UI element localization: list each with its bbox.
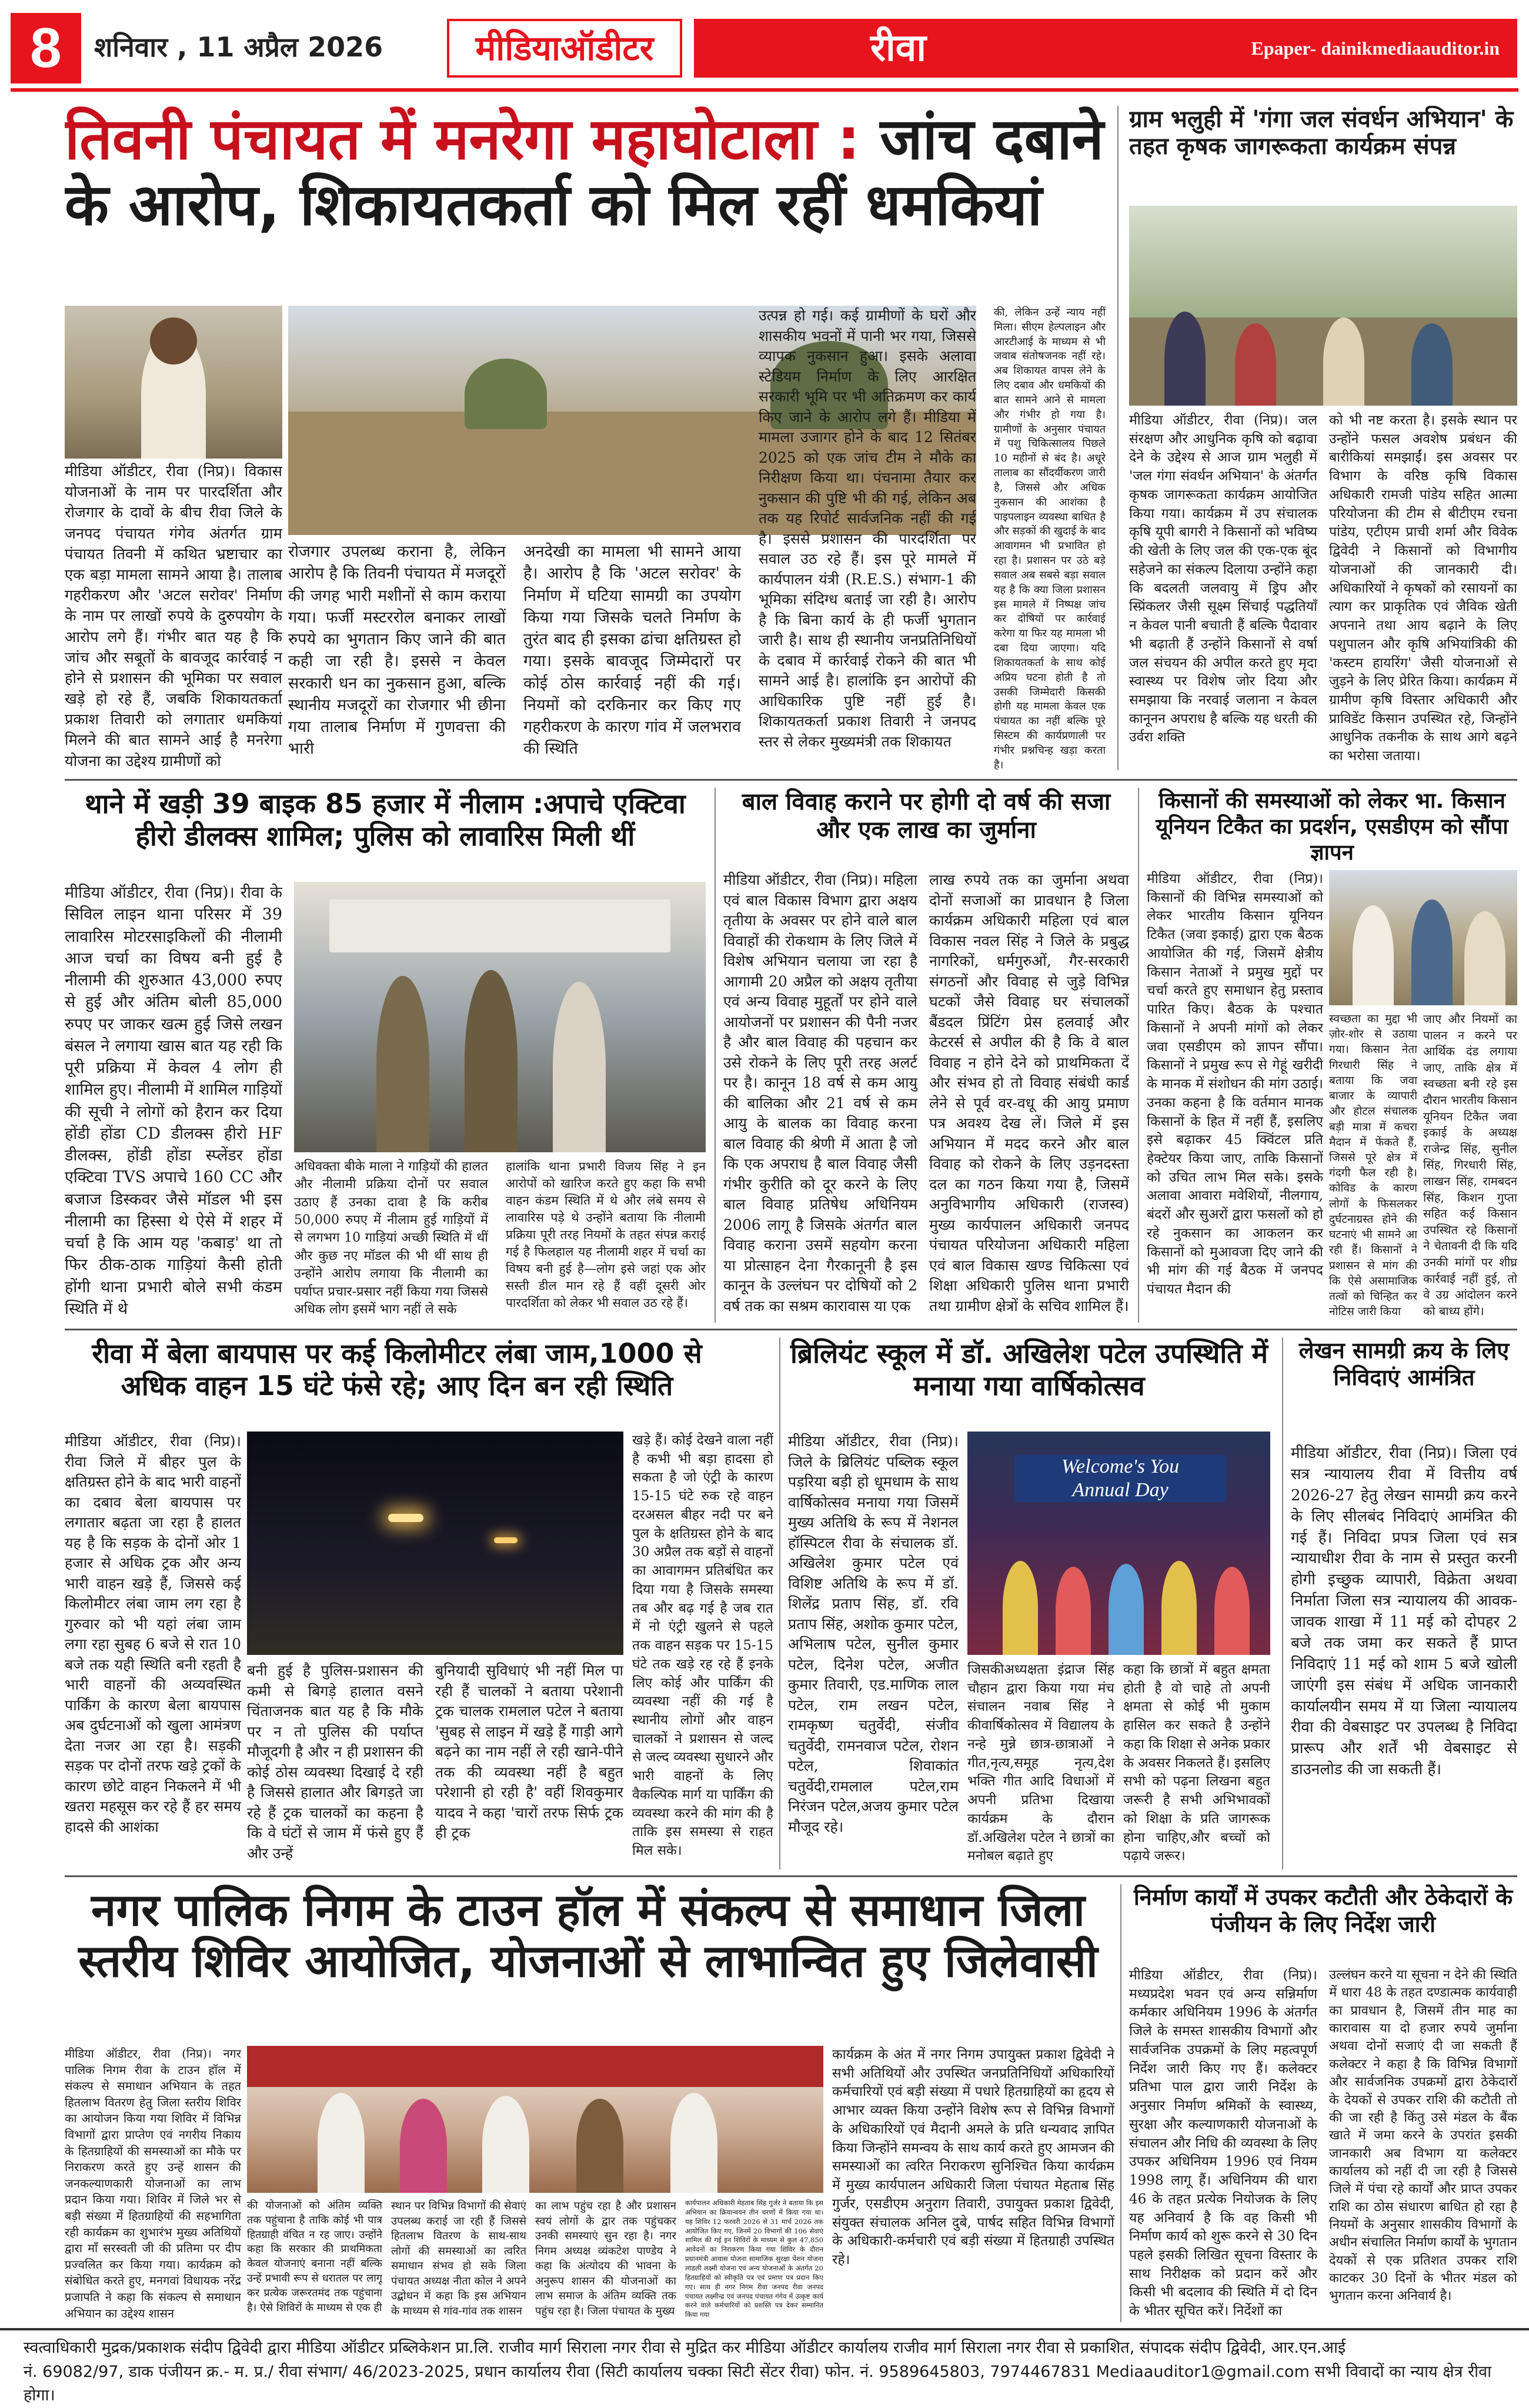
section-rule: [65, 1329, 1517, 1330]
lead-col-1: मीडिया ऑडीटर, रीवा (निप्र)। विकास योजनाओं के नाम पर पारदर्शिता और रोजगार के दावों के बीच रीवा जिले के जनपद पंचायत गंगेव अंतर्गत ग्राम पंचायत तिवनी में कथित भ्रष्टाचार का एक बड़ा मामला सामने आया है। तालाब गहरीकरण और 'अटल सरोवर' निर्माण के नाम पर लाखों रुपये के दुरुपयोग के आरोप लगे हैं। गंभीर बात यह है कि जांच और सबूतों के बावजूद कार्रवाई न होने से प्रशासन की भूमिका पर सवाल खड़े हो रहे हैं, जबकि शिकायतकर्ता प्रकाश तिवारी को लगातार धमकियां मिलने की बात सामने आई है मनरेगा योजना का उद्देश्य ग्रामीणों को: [65, 463, 282, 770]
kisan-col-1: मीडिया ऑडीटर, रीवा (निप्र)। किसानों की विभिन्न समस्याओं को लेकर भारतीय किसान यूनियन टिकैत (जवा इकाई) द्वारा एक बैठक आयोजित की गई, जिसमें क्षेत्रीय किसान नेताओं ने प्रमुख मुद्दों पर चर्चा करते हुए समाधान हेतु प्रस्ताव पारित किए। बैठक के पश्चात किसानों ने अपनी मांगों को लेकर जवा एसडीएम को ज्ञापन सौंपा। किसानों ने प्रमुख रूप से गेहूं खरीदी के मानक में संशोधन की मांग उठाई। उनका कहना है कि वर्तमान मानक किसानों के हित में नहीं हैं, इसलिए इसे बढ़ाकर 45 क्विंटल प्रति हेक्टेयर किया जाए, ताकि किसानों को उचित लाभ मिल सके। इसके अलावा आवारा मवेशियों, नीलगाय, बंदरों और सुअरों द्वारा फसलों को हो रहे नुकसान का आकलन कर किसानों को मुआवजा दिए जाने की भी मांग की गई बैठक में जनपद पंचायत मैदान की: [1147, 871, 1323, 1297]
neelami-col-2: अधिवक्ता बीके माला ने गाड़ियों की हालत और नीलामी प्रक्रिया दोनों पर सवाल उठाए हैं उनका दावा है कि करीब 50,000 रुपए में नीलाम हुई गाड़ियों में से लगभग 10 गाड़ियां अच्छी स्थिति में थीं और कुछ नए मॉडल की भी थीं साथ ही उन्होंने आरोप लगाया कि नीलामी का पर्याप्त प्रचार-प्रसार नहीं किया गया जिससे अधिक लोग इसमें भाग नहीं ले सके: [294, 1159, 488, 1317]
header-rule: [11, 88, 1518, 92]
column-divider: [779, 1337, 780, 1869]
traffic-jam-night-photo: [247, 1432, 623, 1655]
townhall-col-4: का लाभ पहुंच रहा है और प्रशासन स्वयं लोगों के द्वार तक पहुंचकर उनकी समस्याएं सुन रहा है। नगर निगम अध्यक्ष व्यंकटेश पाण्डेय ने कहा कि अंत्योदय की भावना के अनुरूप शासन की योजनाओं का लाभ समाज के अंतिम व्यक्ति तक पहुंच रहा है। जिला पंचायत के मुख्य: [535, 2200, 676, 2317]
krishak-event-photo: [1129, 206, 1517, 406]
townhall-col-1: मीडिया ऑडीटर, रीवा (निप्र)। नगर पालिक निगम रीवा के टाउन हॉल में संकल्प से समाधान अभियान के तहत हितलाभ वितरण हेतु जिला स्तरीय शिविर का आयोजन किया गया शिविर में विभिन्न विभागों द्वारा प्राप्तेण एवं नगरीय निकाय के हितग्राहियों की समस्याओं का मौके पर निराकरण करते हुए उन्हें शासन की जनकल्याणकारी योजनाओं का लाभ प्रदान किया गया। शिविर में जिले भर से बड़ी संख्या में हितग्राहियों की सहभागिता रही कार्यक्रम का शुभारंभ मुख्य अतिथियों द्वारा माँ सरस्वती जी की प्रतिमा पर दीप प्रज्वलित कर किया गया। कार्यक्रम को संबोधित करते हुए, मनगवां विधायक नरेंद्र प्रजापति ने कहा कि संकल्प से समाधान अभियान का उद्देश्य शासन: [65, 2046, 241, 2320]
ukar-col-1: मीडिया ऑडीटर, रीवा (निप्र)। मध्यप्रदेश भवन एवं अन्य सन्निर्माण कर्मकार अधिनियम 1996 के अंतर्गत जिले के समस्त शासकीय विभागों और सार्वजनिक उपक्रमों के लिए महत्वपूर्ण निर्देश जारी किए गए हैं। कलेक्टर प्रतिभा पाल द्वारा जारी निर्देश के अनुसार निर्माण श्रमिकों के स्वास्थ्य, सुरक्षा और कल्याणकारी योजनाओं के संचालन और निधि की व्यवस्था के लिए उपकर अधिनियम 1996 एवं नियम 1998 लागू हैं। अधिनियम की धारा 46 के तहत प्रत्येक नियोजक के लिए यह अनिवार्य है कि वह किसी भी निर्माण कार्य को शुरू करने से 30 दिन पहले इसकी लिखित सूचना विस्तार के साथ निरीक्षक को प्रदान करें और किसी भी बदलाव की स्थिति में दो दिन के भीतर सूचित करें। निर्देशों का: [1129, 1968, 1317, 2319]
lead-col-5: की, लेकिन उन्हें न्याय नहीं मिला। सीएम हेल्पलाइन और आरटीआई के माध्यम से भी जवाब संतोषजनक नहीं रहे। अब शिकायत वापस लेने के लिए दबाव और धमकियों की बात सामने आने से मामला और गंभीर हो गया है। ग्रामीणों के अनुसार पंचायत में पशु चिकित्सालय पिछले 10 महीनों से बंद है। अधूरे तालाब का सौंदर्यीकरण जारी है, जिससे और अधिक नुकसान की आशंका है पाइपलाइन व्यवस्था बाधित है और सड़कों की खुदाई के बाद आवागमन भी प्रभावित हो रहा है। प्रशासन पर उठे बड़े सवाल अब सबसे बड़ा सवाल यह है कि क्या जिला प्रशासन इस मामले में निष्पक्ष जांच कर दोषियों पर कार्रवाई करेगा या फिर यह मामला भी दबा दिया जाएगा। यदि शिकायतकर्ता के साथ कोई अप्रिय घटना होती है तो उसकी जिम्मेदारी किसकी होगी यह मामला केवल एक पंचायत का नहीं बल्कि पूरे सिस्टम की कार्यप्रणाली पर गंभीर प्रश्नचिन्ह खड़ा करता है।: [994, 306, 1106, 771]
krishak-headline: ग्राम भलुही में 'गंगा जल संवर्धन अभियान' के तहत कृषक जागरूकता कार्यक्रम संपन्न: [1129, 106, 1514, 160]
column-divider: [1120, 1884, 1121, 2322]
balvivah-col-1: मीडिया ऑडीटर, रीवा (निप्र)। महिला एवं बाल विकास विभाग द्वारा अक्षय तृतीया के अवसर पर होने वाले बाल विवाहों की रोकथाम के लिए जिले में विशेष अभियान चलाया जा रहा है आगामी 20 अप्रैल को अक्षय तृतीया एवं अन्य विवाह मुहूर्तों पर होने वाले आयोजनों पर प्रशासन की पैनी नजर है और बाल विवाह की पहचान कर उसे रोकने के लिए पूरी तरह अलर्ट पर है। कानून 18 वर्ष से कम आयु की बालिका और 21 वर्ष से कम आयु के बालक का विवाह करना बाल विवाह की श्रेणी में आता है जो कि एक अपराध है बाल विवाह जैसी गंभीर कुरीति को दूर करने के लिए बाल विवाह प्रतिषेध अधिनियम 2006 लागू है जिसके अंतर्गत बाल विवाह कराना उसमें सहयोग करना या प्रोत्साहन देना गैरकानूनी है इस कानून के उल्लंघन पर दोषियों को 2 वर्ष तक का सश्रम कारावास या एक: [723, 871, 917, 1315]
city-name: रीवा: [870, 26, 926, 70]
complainant-photo: [65, 306, 282, 459]
krishak-col-1: मीडिया ऑडीटर, रीवा (निप्र)। जल संरक्षण और आधुनिक कृषि को बढ़ावा देने के उद्देश्य से आज ग्राम भलुही में 'जल गंगा संवर्धन अभियान' के अंतर्गत कृषक जागरूकता कार्यक्रम आयोजित किया गया। कार्यक्रम में उप संचालक कृषि यूपी बागरी ने किसानों को भविष्य की खेती के लिए जल की एक-एक बूंद सहेजने का संकल्प दिलाया उन्होंने कहा कि बदलती जलवायु में ड्रिप और स्प्रिंकलर जैसी सूक्ष्म सिंचाई पद्धतियाँ न केवल पानी बचाती हैं बल्कि पैदावार भी बढ़ाती हैं उन्होंने किसानों से वर्षा जल संचयन की अपील करते हुए मृदा स्वास्थ्य पर विशेष जोर दिया और समझाया कि नरवाई जलाना न केवल कानूनन अपराध है बल्कि यह धरती की उर्वरा शक्ति: [1129, 413, 1317, 745]
jam-col-3: बुनियादी सुविधाएं भी नहीं मिल पा रही हैं चालकों ने बताया परेशानी ट्रक चालक रामलाल पटेल ने बताया 'सुबह से लाइन में खड़े हैं गाड़ी आगे बढ़ने का नाम नहीं ले रही खाने-पीने तक की व्यवस्था नहीं है बहुत परेशानी हो रही है' वहीं शिवकुमार यादव ने कहा 'चारों तरफ सिर्फ ट्रक ही ट्रक: [435, 1662, 623, 1841]
jam-col-4: खड़े हैं। कोई देखने वाला नहीं है कभी भी बड़ा हादसा हो सकता है जो एंट्री के कारण 15-15 घंटे रुक रहे वाहन दरअसल बीहर नदी पर बने पुल के क्षतिग्रस्त होने के बाद 30 अप्रैल तक बड़ों से वाहनों का आवागमन प्रतिबंधित कर दिया गया है जिसके समस्या तब और बढ़ गई है जब रात में नो एंट्री खुलने से पहले तक वाहन सड़क पर 15-15 घंटे तक खड़े रह रहे हैं इनके लिए कोई और पार्किंग की व्यवस्था नहीं की गई है स्थानीय लोगों और वाहन चालकों ने प्रशासन से जल्द से जल्द व्यवस्था सुधारने और भारी वाहनों के लिए वैकल्पिक मार्ग या पार्किंग की व्यवस्था करने की मांग की है ताकि इस समस्या से राहत मिल सके।: [632, 1433, 773, 1859]
lead-col-3: अनदेखी का मामला भी सामने आया है। आरोप है कि 'अटल सरोवर' के निर्माण में घटिया सामग्री का उपयोग किया गया जिसके चलते निर्माण के तुरंत बाद ही इसका ढांचा क्षतिग्रस्त हो गया। इसके बावजूद जिम्मेदारों पर कोई ठोस कार्रवाई नहीं की गई। नियमों को दरकिनार कर किए गए गहरीकरण के कारण गांव में जलभराव की स्थिति: [523, 543, 741, 758]
column-divider: [715, 788, 716, 1323]
townhall-col-3: स्थान पर विभिन्न विभागों की सेवाएं उपलब्ध कराई जा रही हैं जिससे हितलाभ वितरण के साथ-साथ लोगों की समस्याओं का त्वरित समाधान संभव हो सके जिला पंचायत अध्यक्ष नीता कोल ने अपने उद्बोधन में कहा कि इस अभियान के माध्यम से गांव-गांव तक शासन: [391, 2200, 526, 2317]
townhall-headline: नगर पालिक निगम के टाउन हॉल में संकल्प से समाधान जिला स्तरीय शिविर आयोजित, योजनाओं से लाभान्वित हुए जिलेवासी: [78, 1884, 1098, 1988]
townhall-col-6: कार्यक्रम के अंत में नगर निगम उपायुक्त प्रकाश द्विवेदी ने सभी अतिथियों और उपस्थित जनप्रतिनिधियों अधिकारियों कर्मचारियों एवं बड़ी संख्या में पधारे हितग्राहियों का हृदय से आभार व्यक्त किया उन्होंने विशेष रूप से विभिन्न विभागों के अधिकारियों एवं मैदानी अमले के प्रति धन्यवाद ज्ञापित किया जिन्होंने समन्वय के साथ कार्य करते हुए आमजन की समस्याओं का त्वरित निराकरण सुनिश्चित किया कार्यक्रम में मुख्य कार्यपालन अधिकारी जिला पंचायत मेहताब सिंह गुर्जर, एसडीएम अनुराग तिवारी, उपायुक्त प्रकाश द्विवेदी, संयुक्त संचालक अनिल दुबे, पार्षद सहित विभिन्न विभागों के अधिकारी-कर्मचारी एवं बड़ी संख्या में हितग्राही उपस्थित रहे।: [832, 2047, 1114, 2268]
ukar-col-2: उल्लंघन करने या सूचना न देने की स्थिति में धारा 48 के तहत दण्डात्मक कार्यवाही का प्रावधान है, जिसमें तीन माह का कारावास या दो हजार रुपये जुर्माना अथवा दोनों सजाएं दी जा सकती हैं कलेक्टर ने कहा है कि विभिन्न विभागों और सार्वजनिक उपक्रमों द्वारा ठेकेदारों के देयकों से उपकर राशि की कटौती तो की जा रही है किंतु उसे मंडल के बैंक खाते में जमा करने के उपरांत इसकी जानकारी अब विभाग या कलेक्टर कार्यालय को नहीं दी जा रही है जिससे जिले में पंचा रहे कार्यों और प्राप्त उपकर राशि का ठोस संधारण बाधित हो रहा है नियमों के अनुसार शासकीय विभागों के अधीन संचालित निर्माण कार्यों के भुगतान देयकों से एक प्रतिशत उपकर राशि काटकर 30 दिनों के भीतर मंडल को भुगतान करना अनिवार्य है।: [1329, 1968, 1517, 2304]
ukar-headline: निर्माण कार्यों में उपकर कटौती और ठेकेदारों के पंजीयन के लिए निर्देश जारी: [1133, 1884, 1513, 1937]
school-col-2: जिसकीअध्यक्षता इंद्राज सिंह चौहान द्वारा किया गया मंच संचालन नवाब सिंह ने कीवार्षिकोत्सव में विद्यालय के नन्हे मुन्ने छात्र-छात्राओं ने गीत,नृत्य,समूह नृत्य,देश भक्ति गीत आदि विधाओं में अपनी प्रतिभा दिखाया कार्यक्रम के दौरान डॉ.अखिलेश पटेल ने छात्रों का मनोबल बढ़ाते हुए: [967, 1662, 1114, 1864]
school-col-1: मीडिया ऑडीटर, रीवा (निप्र)। जिले के ब्रिलियंट पब्लिक स्कूल पड़रिया बड़ी हो धूमधाम के साथ वार्षिकोत्सव मनाया गया जिसमें मुख्य अतिथि के रूप में नेशनल हॉस्पिटल रीवा के संचालक डॉ. अखिलेश कुमार पटेल एवं विशिष्ट अतिथि के रूप में डॉ. शिलेंद्र प्रताप सिंह, डॉ. रवि प्रताप सिंह, अशोक कुमार पटेल, अभिलाष पटेल, सुनील कुमार पटेल, दिनेश पटेल, अजीत कुमार तिवारी, एड.माणिक लाल पटेल, राम लखन पटेल, रामकृष्ण चतुर्वेदी, संजीव चतुर्वेदी, रामनवाज पटेल, रोशन पटेल, शिवाकांत चतुर्वेदी,रामलाल पटेल,राम निरंजन पटेल,अजय कुमार पटेल मौजूद रहे।: [788, 1433, 959, 1835]
neelami-col-1: मीडिया ऑडीटर, रीवा (निप्र)। रीवा के सिविल लाइन थाना परिसर में 39 लावारिस मोटरसाइकिलों की नीलामी आज चर्चा का विषय बनी हुई है नीलामी की शुरुआत 43,000 रुपए से हुई और अंतिम बोली 85,000 रुपए पर जाकर खत्म हुई जिसे लखन बंसल ने लगाया खास बात यह रही कि पूरी प्रक्रिया में केवल 4 लोग ही शामिल हुए। नीलामी में शामिल गाड़ियों की सूची ने लोगों को हैरान कर दिया होंडी होंडा CD डीलक्स हीरो HF डीलक्स, होंडी होंडा स्प्लेंडर होंडा एक्टिवा TVS अपाचे 160 CC और बजाज डिस्कवर जैसे मॉडल भी इस नीलामी का हिस्सा थे ऐसे में शहर में चर्चा है कि आम यह 'कबाड़' था तो फिर ठीक-ठाक गाड़ियां कैसी होती होंगी थाना प्रभारी बोले सभी कंडम स्थिति में थे: [65, 884, 282, 1318]
stage-banner-line1: Welcome's You: [1061, 1456, 1180, 1477]
section-rule: [65, 779, 1517, 781]
school-headline: ब्रिलियंट स्कूल में डॉ. अखिलेश पटेल उपस्थिति में मनाया गया वार्षिकोत्सव: [790, 1337, 1268, 1402]
lead-headline-red: तिवनी पंचायत में मनरेगा महाघोटाला :: [65, 106, 860, 172]
police-auction-photo: [294, 882, 706, 1152]
masthead: [0, 0, 1529, 94]
lead-col-4: उत्पन्न हो गई। कई ग्रामीणों के घरों और शासकीय भवनों में पानी भर गया, जिससे व्यापक नुकसान हुआ। इसके अलावा स्टेडियम निर्माण के लिए आरक्षित सरकारी भूमि पर भी अतिक्रमण कर कार्य किए जाने के आरोप लगे हैं। मीडिया में मामला उजागर होने के बाद 12 सितंबर 2025 को एक जांच टीम ने मौके का निरीक्षण किया था। पंचनामा तैयार कर नुकसान की पुष्टि भी की गई, लेकिन अब तक यह रिपोर्ट सार्वजनिक नहीं की गई है। इससे प्रशासन की पारदर्शिता पर सवाल उठ रहे हैं। इस पूरे मामले में कार्यपालन यंत्री (R.E.S.) संभाग-1 की भूमिका संदिग्ध बताई जा रही है। आरोप है कि बिना कार्य के ही फर्जी भुगतान जारी है। साथ ही स्थानीय जनप्रतिनिधियों के दबाव में कार्रवाई रोकने की बात भी सामने आई है। हालांकि इन आरोपों की आधिकारिक पुष्टि नहीं हुई है। शिकायतकर्ता प्रकाश तिवारी ने जनपद स्तर से लेकर मुख्यमंत्री तक शिकायत: [759, 307, 976, 750]
townhall-col-5: कार्यपालन अधिकारी मेहताब सिंह गुर्जर ने बताया कि इस अभियान का क्रियान्वयन तीन चरणों में किया गया था। यह शिविर 12 फरवरी 2026 से 31 मार्च 2026 तक आयोजित किए गए, जिनमें 20 विभागों की 106 सेवाएं शामिल की गई इन शिविरों के माध्यम से कुल 47,850 आवेदनों का निराकरण किया गया शिविर के दौरान प्रधानमंत्री आवास योजना सामाजिक सुरक्षा पेंशन योजना लाडली लक्ष्मी योजना एवं अन्य योजनाओं के अंतर्गत 20 हितग्राहियों को स्वीकृति पत्र एवं प्रमाण पत्र प्रदान किए गए। साथ ही नगर निगम रीवा जनपद रीवा जनपद पंचायत लक्ष्मीन्द्र एवं जनपद पंचायत गंगेव में उत्कृष्ट कार्य करने वाले कर्मचारियों को प्रशस्ति पत्र देकर सम्मानित किया गया: [685, 2199, 823, 2319]
lead-headline: [65, 106, 1106, 270]
school-col-3: कहा कि छात्रों में बहुत क्षमता होती है वो चाहे तो अपनी क्षमता से कोई भी मुकाम हासिल कर सकते है उन्होंने कहा कि शिक्षा से अनेक प्रकार के अवसर निकलते हैं। इसलिए सभी को पढ़ना लिखना बहुत जरूरी है सभी अभिभावकों को शिक्षा के प्रति जागरूक होना चाहिए,और बच्चों को पढ़ाये जरूर।: [1123, 1662, 1270, 1864]
stage-banner: [1014, 1455, 1226, 1502]
jam-headline: रीवा में बेला बायपास पर कई किलोमीटर लंबा जाम,1000 से अधिक वाहन 15 घंटे फंसे रहे; आए दिन बन रही स्थिति: [92, 1337, 702, 1402]
city-banner: [694, 19, 1517, 78]
jam-col-1: मीडिया ऑडीटर, रीवा (निप्र)। रीवा जिले में बीहर पुल के क्षतिग्रस्त होने के बाद भारी वाहनों का दबाव बेला बायपास पर लगातार बढ़ता जा रहा है हालत यह है कि सड़क के दोनों ओर 1 हजार से अधिक ट्रक और अन्य भारी वाहन खड़े हैं, जिससे कई किलोमीटर लंबा जाम लग रहा है गुरुवार को भी यहां लंबा जाम लगा रहा सुबह 6 बजे से रात 10 बजे तक यही स्थिति बनी रहती है भारी वाहनों की अव्यवस्थित पार्किंग के कारण बेला बायपास अब दुर्घटनाओं को खुला आमंत्रण देता नजर आ रहा है। सड़की सड़क पर दोनों तरफ खड़े ट्रकों के कारण छोटे वाहन निकलने में भी खतरा महसूस कर रहे हैं हर समय हादसे की आशंका: [65, 1433, 241, 1835]
neelami-col-3: हालांकि थाना प्रभारी विजय सिंह ने इन आरोपों को खारिज करते हुए कहा कि सभी वाहन कंडम स्थिति में थे और लंबे समय से लावारिस पड़े थे उन्होंने बताया कि नीलामी प्रक्रिया पूरी तरह नियमों के तहत संपन्न कराई गई है फिलहाल यह नीलामी शहर में चर्चा का विषय बनी हुई है—लोग इसे जहां एक ओर सस्ती डील मान रहे हैं वहीं दूसरी ओर पारदर्शिता को लेकर भी सवाल उठ रहे हैं।: [506, 1159, 706, 1310]
townhall-col-2: की योजनाओं को अंतिम व्यक्ति तक पहुंचाना है ताकि कोई भी पात्र हितग्राही वंचित न रह जाए। उन्होंने कहा कि सरकार की प्राथमिकता केवल योजनाएं बनाना नहीं बल्कि उन्हें प्रभावी रूप से धरातल पर लागू कर प्रत्येक जरूरतमंद तक पहुंचाना है। ऐसे शिविरों के माध्यम से एक ही: [247, 2199, 382, 2314]
brand-logo: मीडियाऑडीटर: [447, 19, 682, 78]
balvivah-headline: बाल विवाह कराने पर होगी दो वर्ष की सजा और एक लाख का जुर्माना: [742, 788, 1111, 844]
neelami-headline: थाने में खड़ी 39 बाइक 85 हजार में नीलाम :अपाचे एक्टिवा हीरो डीलक्स शामिल; पुलिस को लावारिस मिली थीं: [85, 788, 686, 852]
epaper-link[interactable]: Epaper- dainikmediaauditor.in: [1251, 38, 1500, 59]
column-divider: [1138, 788, 1139, 1323]
jam-col-2: बनी हुई है पुलिस-प्रशासन की कमी से बिगड़े हालात वसने चिंताजनक बात यह है कि मौके पर न तो पुलिस की पर्याप्त मौजूदगी है और न ही प्रशासन की कोई ठोस व्यवस्था दिखाई दे रही है जिससे हालात और बिगड़ते जा रहे हैं ट्रक चालकों का कहना है कि वे घंटों से जाम में फंसे हुए हैं और उन्हें: [247, 1662, 423, 1862]
krishak-col-2: को भी नष्ट करता है। इसके स्थान पर उन्होंने फसल अवशेष प्रबंधन की बारीकियां समझाईं। इस अवसर पर विभाग के वरिष्ठ कृषि विकास अधिकारी रामजी पांडेय सहित आत्मा परियोजना की टीम से बीटीएम रचना पांडेय, एटीएम प्राची शर्मा और विवेक द्विवेदी ने किसानों को विभागीय योजनाओं की जानकारी दी। अधिकारियों ने कृषकों को रसायनों का त्याग कर प्राकृतिक एवं जैविक खेती अपनाने तथा आय बढ़ाने के लिए पशुपालन और कृषि अभियांत्रिकी की 'कस्टम हायरिंग' जैसी योजनाओं से जुड़ने के लिए प्रेरित किया। कार्यक्रम में ग्रामीण कृषि विस्तार अधिकारी और प्राविडेंट किसान उपस्थित रहे, जिन्होंने आधुनिक तकनीक के साथ आगे बढ़ने का भरोसा जताया।: [1329, 413, 1517, 764]
page-number: 8: [11, 13, 81, 83]
kisan-col-3: जाए और नियमों का पालन न करने पर आर्थिक दंड लगाया जाए, ताकि क्षेत्र में स्वच्छता बनी रहे इस दौरान भारतीय किसान यूनियन टिकैत जवा इकाई के अध्यक्ष राजेन्द्र सिंह, सुनील सिंह, गिरधारी सिंह, लाखन सिंह, रामबदन सिंह, किशन गुप्ता सहित कई किसान उपस्थित रहे किसानों ने चेतावनी दी कि यदि उनकी मांगों पर शीघ्र कार्रवाई नहीं हुई, तो वे उग्र आंदोलन करने को बाध्य होंगे।: [1423, 1012, 1517, 1318]
lekhan-headline: लेखन सामग्री क्रय के लिए निविदाएं आमंत्रित: [1298, 1337, 1510, 1390]
kisan-col-2: स्वच्छता का मुद्दा भी ज़ोर-शोर से उठाया गया। किसान नेता गिरधारी सिंह ने बताया कि जवा बाजार के व्यापारी और होटल संचालक बड़ी मात्रा में कचरा मैदान में फेंकते हैं, जिससे पूरे क्षेत्र में गंदगी फैल रही है। कोविड के कारण लोगों के फिसलकर दुर्घटनाग्रस्त होने की घटनाएं भी सामने आ रही हैं। किसानों ने प्रशासन से मांग की कि ऐसे असामाजिक तत्वों को चिन्हित कर नोटिस जारी किया: [1329, 1012, 1417, 1319]
lead-col-2: रोजगार उपलब्ध कराना है, लेकिन आरोप है कि तिवनी पंचायत में मजदूरों की जगह भारी मशीनों से काम कराया गया। फर्जी मस्टररोल बनाकर लाखों रुपये का भुगतान किए जाने की बात कही जा रही है। इससे न केवल सरकारी धन का नुकसान हुआ, बल्कि स्थानीय मजदूरों का रोजगार भी छीना गया तालाब निर्माण में गुणवत्ता की भारी: [288, 543, 506, 758]
stage-banner-line2: Annual Day: [1072, 1479, 1169, 1501]
balvivah-col-2: लाख रुपये तक का जुर्माना अथवा दोनों सजाओं का प्रावधान है जिला कार्यक्रम अधिकारी महिला एवं बाल विकास नवल सिंह ने जिले के प्रबुद्ध नागरिकों, धर्मगुरुओं, गैर-सरकारी संगठनों और विवाह से जुड़े विभिन्न घटकों जैसे विवाह घर संचालकों बैंडदल प्रिंटिंग प्रेस हलवाई और केटरर्स से अपील की है कि वे बाल विवाह न होने देने को प्राथमिकता दें और संभव हो तो विवाह संबंधी कार्ड लेने से पूर्व वर-वधू की आयु प्रमाण पत्र अवश्य देख लें। जिले में इस अभियान में मदद करने और बाल विवाह को रोकने के लिए उड़नदस्ता दल का गठन किया गया है, जिसमें अनुविभागीय अधिकारी (राजस्व) मुख्य कार्यपालन अधिकारी जनपद पंचायत परियोजना अधिकारी महिला एवं बाल विकास खण्ड चिकित्सा एवं शिक्षा अधिकारी पुलिस थाना प्रभारी तथा ग्रामीण क्षेत्रों के सचिव शामिल हैं।: [929, 871, 1129, 1315]
lead-headline-rest: जांच दबाने के आरोप, शिकायतकर्ता को मिल रहीं धमकियां: [65, 106, 1104, 239]
issue-date: शनिवार , 11 अप्रैल 2026: [94, 31, 383, 63]
section-rule: [65, 1875, 1517, 1877]
kisan-memorandum-photo: [1329, 870, 1517, 1005]
lekhan-col-1: मीडिया ऑडीटर, रीवा (निप्र)। जिला एवं सत्र न्यायालय रीवा में वित्तीय वर्ष 2026-27 हेतु लेखन सामग्री क्रय करने के लिए सीलबंद निविदाएं आमंत्रित की गई हैं। निविदा प्रपत्र जिला एवं सत्र न्यायाधीश रीवा के नाम से प्रस्तुत करनी होगी इच्छुक व्यापारी, विक्रेता अथवा निर्माता जिला सत्र न्यायालय की आवक-जावक शाखा में 11 मई को दोपहर 2 बजे तक जमा कर सकते हैं प्राप्त निविदाएं 11 मई को शाम 5 बजे खोली जाएंगी इस संबंध में अधिक जानकारी कार्यालयीन समय में या जिला न्यायालय रीवा की वेबसाइट पर उपलब्ध है निविदा प्रारूप और शर्तें भी वेबसाइट से डाउनलोड की जा सकती हैं।: [1291, 1444, 1517, 1779]
imprint-line-1: स्वत्वाधिकारी मुद्रक/प्रकाशक संदीप द्विवेदी द्वारा मीडिया ऑडीटर प्रब्लिकेशन प्रा.लि. राजीव मार्ग सिराला नगर रीवा से मुद्रित कर मीडिया ऑडीटर कार्यालय राजीव मार्ग सिराला नगर रीवा से प्रकाशित, संपादक संदीप द्विवेदी, आर.एन.आई: [24, 2339, 1346, 2357]
townhall-ceremony-photo: [247, 2046, 823, 2193]
column-divider: [1282, 1337, 1283, 1869]
kisan-headline: किसानों की समस्याओं को लेकर भा. किसान यूनियन टिकैत का प्रदर्शन, एसडीएम को सौंपा ज्ञापन: [1156, 788, 1508, 864]
imprint-footer: [0, 2328, 1529, 2402]
column-divider: [1117, 106, 1119, 770]
imprint-line-2: नं. 69082/97, डाक पंजीयन क्र.- म. प्र./ रीवा संभाग/ 46/2023-2025, प्रधान कार्यालय रीवा (सिटी कार्यालय चक्का सिटी सेंटर रीवा) फोन. नं. 9589645803, 7974467831 Mediaauditor1@gmail.com सभी विवादों का न्याय क्षेत्र रीवा होगा।: [24, 2362, 1492, 2404]
annual-day-stage-photo: [967, 1432, 1270, 1655]
